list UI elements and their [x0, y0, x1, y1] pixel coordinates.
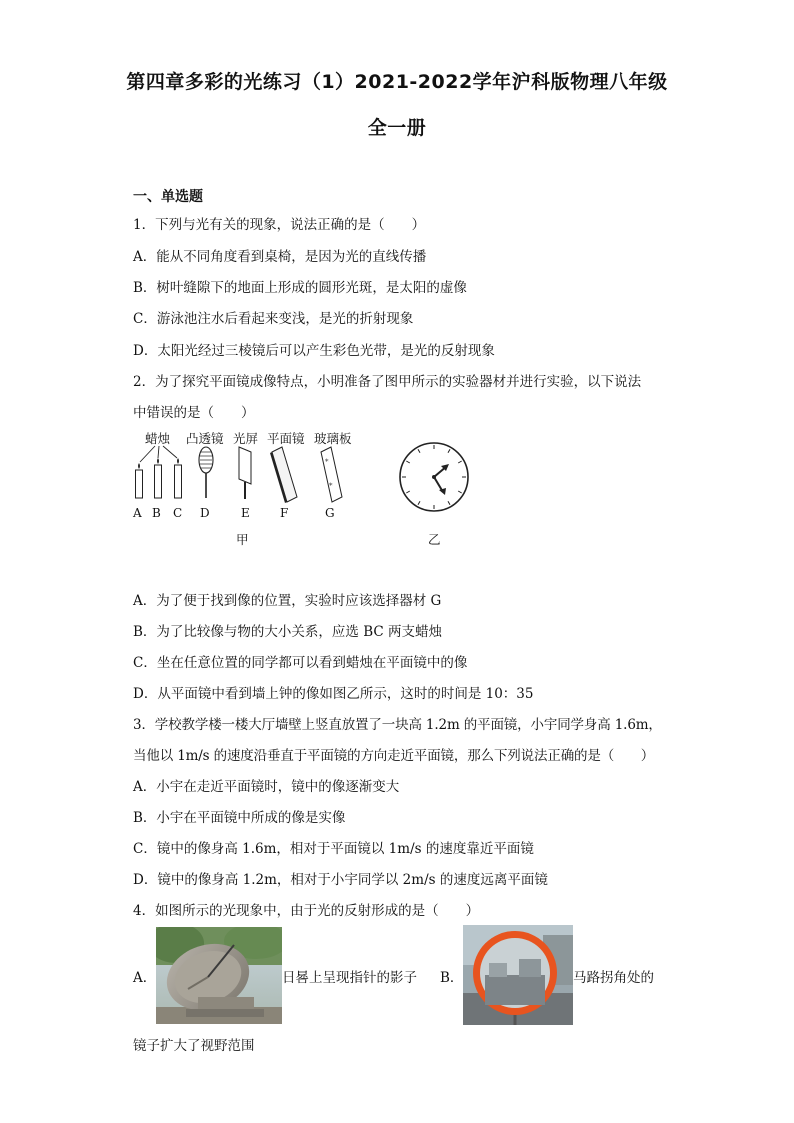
letter-b: B	[152, 506, 161, 520]
convex-lens-icon	[199, 447, 213, 498]
wall-clock-icon	[400, 443, 468, 511]
label-convex-lens: 凸透镜	[186, 431, 224, 446]
letter-c: C	[173, 506, 183, 520]
q4-option-b-letter: B．	[440, 970, 464, 986]
letter-f: F	[280, 506, 289, 520]
q2-option-a: A．为了便于找到像的位置，实验时应该选择器材 G	[133, 593, 442, 609]
candle-b-icon	[155, 458, 162, 498]
q4-stem: 4．如图所示的光现象中，由于光的反射形成的是（ ）	[133, 903, 480, 919]
q1-option-b: B．树叶缝隙下的地面上形成的圆形光斑，是太阳的虚像	[133, 280, 467, 296]
q3-option-d: D．镜中的像身高 1.2m，相对于小宇同学以 2m/s 的速度远离平面镜	[133, 872, 548, 888]
title-line-2: 全一册	[367, 117, 427, 139]
q2-apparatus-figure	[0, 0, 794, 560]
q1-stem: 1．下列与光有关的现象，说法正确的是（ ）	[133, 217, 426, 233]
q2-option-c: C．坐在任意位置的同学都可以看到蜡烛在平面镜中的像	[133, 655, 468, 671]
q3-option-c: C．镜中的像身高 1.6m，相对于平面镜以 1m/s 的速度靠近平面镜	[133, 841, 534, 857]
candle-c-icon	[175, 458, 182, 498]
title-line-1: 第四章多彩的光练习（1）2021-2022学年沪科版物理八年级	[126, 71, 668, 93]
letter-e: E	[241, 506, 250, 520]
q4-option-a-letter: A．	[133, 970, 157, 986]
glass-plate-icon	[321, 447, 342, 502]
letter-a: A	[133, 506, 142, 520]
letter-d: D	[200, 506, 210, 520]
light-screen-icon	[239, 447, 251, 499]
q3-option-b: B．小宇在平面镜中所成的像是实像	[133, 810, 346, 826]
q2-option-d: D．从平面镜中看到墙上钟的像如图乙所示，这时的时间是 10：35	[133, 686, 534, 702]
svg-text:*: *	[325, 458, 329, 466]
road-mirror-photo	[463, 925, 573, 1025]
candle-a-icon	[136, 463, 143, 498]
q1-option-d: D．太阳光经过三棱镜后可以产生彩色光带，是光的反射现象	[133, 343, 495, 359]
letter-g: G	[325, 506, 335, 520]
caption-yi: 乙	[428, 532, 441, 547]
plane-mirror-icon	[270, 447, 297, 503]
label-plane-mirror: 平面镜	[267, 431, 305, 446]
q2-option-b: B．为了比较像与物的大小关系，应选 BC 两支蜡烛	[133, 624, 443, 640]
label-candle: 蜡烛	[145, 431, 171, 446]
q2-stem-line-1: 2．为了探究平面镜成像特点，小明准备了图甲所示的实验器材并进行实验，以下说法	[133, 374, 642, 390]
q4-option-a-text: 日晷上呈现指针的影子	[282, 970, 417, 986]
svg-text:*: *	[329, 482, 333, 490]
q4-option-b-text: 马路拐角处的	[573, 970, 654, 986]
q1-option-c: C．游泳池注水后看起来变浅，是光的折射现象	[133, 311, 414, 327]
q3-stem-line-1: 3．学校教学楼一楼大厅墙壁上竖直放置了一块高 1.2m 的平面镜，小宇同学身高 1.6m，	[133, 717, 662, 733]
q4-option-b-text-continued: 镜子扩大了视野范围	[133, 1038, 255, 1054]
label-glass-plate: 玻璃板	[314, 431, 352, 446]
q1-option-a: A．能从不同角度看到桌椅，是因为光的直线传播	[133, 249, 427, 265]
q2-stem-line-2: 中错误的是（ ）	[133, 405, 255, 421]
section-heading: 一、单选题	[133, 189, 203, 205]
q3-option-a: A．小宇在走近平面镜时，镜中的像逐渐变大	[133, 779, 400, 795]
label-light-screen: 光屏	[233, 431, 259, 446]
caption-jia: 甲	[236, 532, 249, 547]
q3-stem-line-2: 当他以 1m/s 的速度沿垂直于平面镜的方向走近平面镜，那么下列说法正确的是（ ）	[133, 748, 655, 764]
sundial-photo	[156, 927, 282, 1024]
